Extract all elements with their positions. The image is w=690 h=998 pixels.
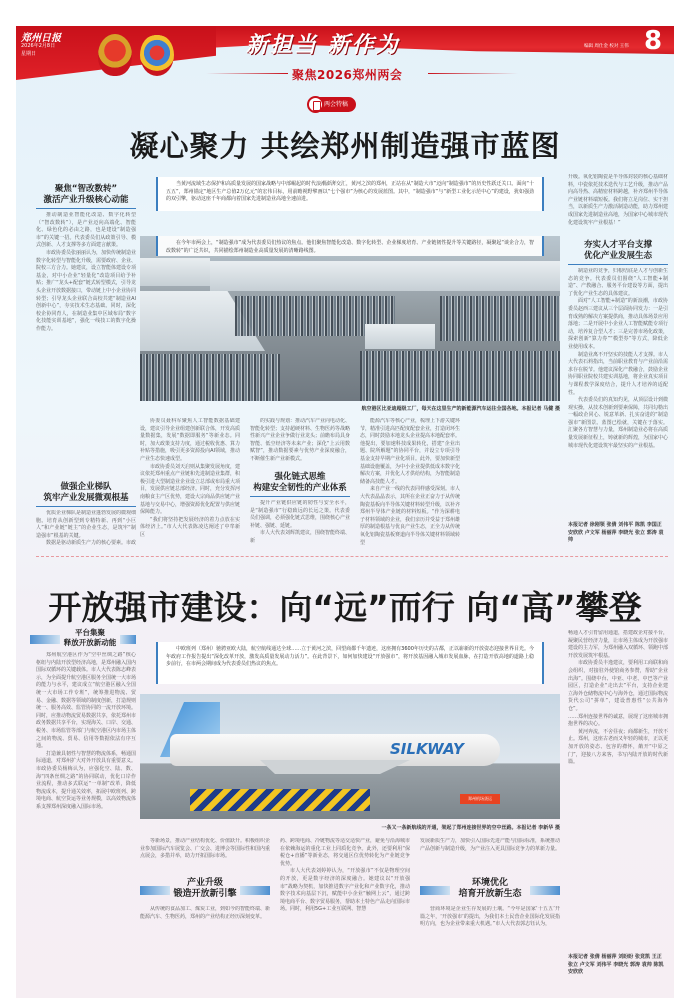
ground-vehicle [190, 789, 370, 811]
article2-col5 [568, 630, 668, 952]
cppcc-emblem-icon [140, 34, 174, 76]
plane-wing [260, 760, 410, 774]
paragraph: 数据是驱动新质生产力的核心要素。市政 [46, 540, 136, 547]
editor-credit: 编辑 周仕金 校对 王伟 [584, 44, 629, 49]
section-rule [36, 506, 136, 507]
factory-building [140, 258, 210, 286]
article2-col4b [420, 906, 560, 994]
section-banner-left [140, 886, 170, 895]
paragraph: 发展新质生产力，加快引入国际先进产能与国际标准，系统推动产品创新与制造升级，为产业注入更具国际竞争力的革新力量。 [420, 838, 560, 852]
paragraph: 优质企业梯队是制造业蓬勃发展的微观细胞。培育从创新型到专精特新、再到“小巨人”和产业链“链主”的企业生态，是筑牢“制造强市”根基的关键。 [36, 510, 136, 539]
paragraph: 市政协委员张丽丽认为，加快传统制造业数字化转型与智能化升级，需要政府、企业、院校三方合力。她建议，设立智能体建设专项基金，对中小企业“轻量化”改造项目给予补贴；推广“龙头+配套”链式转型模式，引导龙头企业开放数据接口，带动链上中小企业协同转型；引导龙头企业联合高校共建“制造业AI创新中心”，夯实技术生态基础。同时，深化校企协同育人，在制造业集中区域布局“数字化技能实训基地”，强化一线技工的数字化操作能力。 [36, 249, 136, 332]
paragraph: “我们将坚持把发展经济的着力点放在实体经济上。”市人大代表陈凌达阐述了中牟新区 [140, 516, 240, 538]
paper-name-logo: 郑州日报 [21, 33, 61, 44]
section-banner-right [530, 886, 560, 895]
section-banner-right [240, 886, 270, 895]
article2-col2a [140, 838, 270, 864]
article1-col5 [568, 174, 668, 236]
parked-cars [440, 296, 560, 341]
feature-tag-label: 两会特稿 [324, 101, 349, 108]
page-slogan: 新担当 新作为 [246, 32, 400, 58]
paragraph: ……郑州连接世界的诚意，展现了这座城市拥抱世界的决心。 [568, 713, 668, 728]
section-title-line: 激活产业升级核心动能 [43, 195, 129, 205]
article2-headline: 开放强市建设：向“远”而行 向“高”攀登 [48, 588, 642, 627]
article1-col5b [568, 268, 668, 520]
section-rule [36, 208, 136, 209]
section-title-line: 培育开放新生态 [458, 889, 522, 899]
section-banner-right [120, 635, 136, 644]
page-number: 8 [644, 26, 663, 56]
paragraph: 营商环境是企业生存发展的土壤。“今年是国家‘十五五’开篇之年，‘开放强市’的提出，为我们本土民营企业国际化发展指明方向，也为企业带来重大机遇。”市人大代表郭志钰认为， [420, 906, 560, 928]
article1-col4 [360, 418, 460, 550]
paragraph: 的实践与规划：推动汽车产业向电动化、智能化转型；支持超硬材料、生物医药等战略性新兴产业企业争做行业龙头；前瞻布局具身智能、低空经济等未来产业；深化“上云用数赋智”，推动数据要素与优势产业深度融合，不断催生新产业新模式。 [250, 418, 350, 462]
paragraph: 打造兼具韧性与智慧的物流体系，畅通国际通道，对郑州扩大对外开放具有重要意义。市政协委员杨梅认为，应强化空、陆、数、海“四条丝绸之路”的协同联动，优化口岸作业流程，推动多式联运“一单制”改革，降低物流成本，提升通关效率，拓展中欧班列、跨境电商、航空货运等业务规模，以高效物流体系支撑郑州深度融入国际市场。 [36, 750, 136, 810]
paragraph: 能源汽车等核心产业，梳理上下游关键环节，精准引进高匹配度配套企业，打造闭环生态，同时鼓励本地龙头企业提高本地配套率。他提出，要加速科技成果转化，搭建“企业出题、院所解题”的协同平台，并设立专项引导基金支持早期产业化项目。此外，要加快新型基础设施覆盖，为中小企业提供低成本数字化解决方案，并优化人才供给结构，为智能制造储备高技能人才。 [360, 418, 460, 485]
article1-bylines: 本报记者 徐刚领 张倩 刘伟平 陈凯 李国正 安欣欣 卢文军 杨丽萍 李晓光 张立 郭涛 袁帅 [568, 522, 664, 544]
section-title-line: 构建安全韧性的产业体系 [253, 483, 347, 493]
clipboard-pen-icon [307, 96, 324, 113]
section-title-line: 环境优化 [471, 878, 508, 888]
paragraph: 市人大代表刘婷婷认为，“开放强市”不仅是物理空间的开放，更是数字经济的深度融合。她建议以“开放强市”战略为契机，加快推进数字产业化和产业数字化，推动数字技术向基层下沉，赋能中小企业“触网上云”，通过跨境电商平台、数字贸易服务，帮助本土特色产品走向国际市场。同时，利用5G+工业互联网、智慧 [280, 868, 410, 913]
article2-col2b [140, 906, 270, 994]
article1-col3b [250, 500, 350, 550]
article2-col3 [280, 838, 410, 994]
paragraph: 代表委员们的真知灼见，从顶层设计到微观实操，从技术创新到要素保障，共同勾勒出一幅政企同心、锐意革新、扎实奋进的“制造强市”新图景。蓝图已绘就，关键在于落实。汇聚各方智慧与力量，郑州制造业必将在高质量发展新征程上，铸就新的辉煌，为国家中心城市现代化建设筑牢最坚实的产业根基。 [568, 397, 668, 449]
vehicle-sign: 郑州机场货运 [460, 794, 500, 804]
byd-factory-photo [140, 236, 560, 401]
article1-lead-continued [156, 236, 544, 256]
plane-livery: SILKWAY [390, 740, 464, 758]
factory-building [210, 261, 560, 291]
factory-office [365, 324, 435, 349]
parked-cars [360, 351, 560, 401]
section-title-line: 平台集聚 [75, 628, 105, 637]
section-title-line: 锻造开放新引擎 [173, 889, 237, 899]
issue-weekday: 星期日 [21, 51, 37, 57]
paragraph: 市人大代表刘辉凯建议，围绕智能终端、新 [250, 530, 350, 544]
article1-section2-title [36, 482, 136, 504]
article1-lead [156, 177, 544, 211]
focus-rule-right [428, 73, 518, 74]
paragraph: 市政协委员丰逸建议，要利用工商联和商会组织，对接驻外使馆商务参赞，帮助“企业出海”。围绕中台、中亚、中老、中巴等产业园区，打造企业“走出去”平台，支持企业建立海外仓储物流中心与海外仓，通过国际物流货代公司“拼单”，建设普惠性“公共海外仓”。 [568, 660, 668, 712]
section-title-line: 聚焦“智改数转” [54, 184, 118, 194]
article-divider [36, 556, 668, 557]
paragraph: 提升产业链供应链的韧性与安全水平，是“制造强市”行稳致远的长远之策。代表委员们强调，必须强化链式思维，围绕核心产业补链、强链、延链。 [250, 500, 350, 529]
article1-col1 [36, 212, 136, 474]
paragraph: 等新场景，推动产业结构优化、价值跃升。积极组织企业参加国际汽车展览会、广交会、进博会等国际性和国内重点展会，多措并举，助力开拓国际市场。 [140, 838, 270, 860]
paragraph: 畅通人才引育留用通道，搭建政企对接平台，凝聚民营经济力量，让市场主体成为开放强市建设的主力军，为郑州融入双循环、领跑中部开放发展筑牢根基。 [568, 630, 668, 659]
paragraph: 升级。氧化铝陶瓷是半导体封装的核心基础材料，中瓷依托技术迭代与工艺升级，推动产品向高导热、高精密材料跨越，补齐郑州半导体产业链材料端短板。我们将立足岗位、实干担当，以新质生产力激活制造动能，助力郑州建成国家先进制造业高地，为国家中心城市现代化建设筑牢产业根基！” [568, 174, 668, 226]
photo1-caption: 航空港区比亚迪超级工厂，每天在这里生产的新能源汽车运往全国各地。本报记者 马健 摄 [361, 406, 560, 412]
masthead [16, 26, 674, 88]
paragraph: 从传统的食品加工、煤炭工业，到如今的智能终端、新能源汽车、生物医药，郑州的产业结构正经历深刻变革。 [140, 906, 270, 920]
article1-col3 [250, 418, 350, 466]
section-title-line: 优化产业发展生态 [583, 251, 652, 261]
parked-cars [140, 354, 280, 401]
paragraph: 郑州航空港区作为“空中丝绸之路”核心枢纽与内陆开放型经济高地，是郑州融入国内国际双循环的关键载体。市人大代表陈志峰表示，为全面提升航空港区服务全国统一大市场的能力与水平，建议成立“航空港区融入全国统一大市场工作专班”，统筹推进物流、贸易、金融、数据等领域的制度创新，打造规则统一、服务高效、监管协同的一流开放环境。同时，应推动物流贸易数据共享，依托郑州市政务数据共享平台，实现海关、口岸、交通、税务、市场监管等部门与航空港区内市场主体之间的物流、贸易、信用等数据依法有序互通。 [36, 652, 136, 750]
section-title-line: 强化链式思维 [274, 472, 326, 482]
issue-date: 2026年2月8日 [21, 43, 56, 49]
paragraph: 来自产业一线的代表同样感受深刻。市人大代表晶晶表示，其所在企业正奋力于从传统陶瓷基板向半导体关键材料转型升级，以补齐郑州半导体产业链的材料短板。“作为深耕电子材料领域的企业，我们亲历并受益于郑州雄厚的制造根基与优良产业生态，正全力从传统氧化铝陶瓷基板赛道向半导体关键材料领域转型 [360, 486, 460, 546]
article1-section4-title [568, 240, 668, 262]
section-focus-title: 聚焦2026郑州两会 [292, 68, 403, 82]
paragraph: 市政协委员刘天启则从集聚发展角度，建议依托郑州重点产业链和先进制造业集群，积极引进大型制造业企业设立总部或布局重大项目，发展供应链总部经济。同时，充分发挥河南粮食主产区优势，建设大宗商品供应链产业基地与交易中心，增强资源优化配置与供应链保障能力。 [140, 463, 240, 516]
section-title-line: 产业升级 [186, 878, 223, 888]
newspaper-page [16, 26, 674, 998]
article2-col1 [36, 652, 136, 994]
section-banner-left [420, 886, 450, 895]
paragraph: 推动制造业智能化改造、数字化转型（“智改数转”），是产业迈向高端化、智能化、绿色化的必由之路，也是建设“制造强市”的关键一招。代表委员们从政策引导、模式创新、人才支撑等多方面建言献策。 [36, 212, 136, 249]
focus-rule-left [206, 73, 288, 74]
lead-paragraph: 当黄河流域生态保护和高质量发展的国家战略与中部崛起的时代浪潮澎湃交汇，黄河之滨的郑州，正站在从“制造大市”迈向“制造强市”的历史性跃迁关口。面向“十五五”，郑州锚定“地区生产总值2万亿元”的宏伟目标，用前瞻视野擘画以“七个强市”为核心的发展蓝图。其中，“制造强市”与“新型工业化示范中心”的建设，犹如强劲的双引擎，驱动这座千年商都向着国家先进制造业高地全速前进。 [166, 181, 534, 202]
paragraph: 制造业的竞争，归根结底是人才与创新生态的竞争。代表委员们围绕“人工智能+制造”、产教融合、服务平台建设等方面，提出了优化产业生态的具体建议。 [568, 268, 668, 297]
article2-section1-title [60, 628, 120, 648]
paragraph: 药、跨境电商、冷链物流等适交适快产业，避免与沿海城市在依赖海运的重化工业上同质化竞争。此外，还要利用“保税仓+直播”等新业态，将交通区位优势转化为产业链竞争优势。 [280, 838, 410, 867]
article1-headline: 凝心聚力 共绘郑州制造强市蓝图 [129, 129, 561, 163]
paragraph: 黄河奔流，不舍昼夜；商都新生，开放不止。郑州，这座古老而又年轻的城市，正以更加开放的姿态、包容的襟怀，敞开“中原之门”，迎接八方来客，书写内陆开放的时代新篇。 [568, 728, 668, 766]
section-rule [568, 264, 668, 265]
paragraph: 制造业离不开坚实的技能人才支撑。市人大代表石莉指出，当前职业教育与产业前沿需求存在脱节。他建议深化产教融合，鼓励企业协同职业院校共建实训基地，将企业真实项目与课程教学深度结合，提升人才培养的适配性。 [568, 351, 668, 396]
article1-col2 [140, 418, 240, 550]
article2-lead [156, 642, 544, 684]
article2-col4a [420, 838, 560, 864]
paragraph: 协委员聂科军聚焦人工智能数据基础建设，建议引导企业组建创新联合体，开发高质量数据集，发展“数据即服务”等新业态。同时，加大政策支持力度，通过税收优惠、算力补贴等措施，吸引更多资源投向AI领域，推动产业生态快速成型。 [140, 418, 240, 462]
article2-section3-title [452, 878, 528, 900]
section-title-line: 夯实人才平台支撑 [583, 240, 652, 250]
article1-col1b [36, 510, 136, 548]
section-rule [250, 496, 350, 497]
section-title-line: 做强企业梯队 [60, 482, 112, 492]
lead-paragraph: 中欧班列（郑州）驰骋亚欧大陆，航空航线通达全球……立于黄河之滨，回望商都千年遗迹，这座拥有3600年历史的古都，正以崭新的开放姿态迎接世界目光。今年政府工作报告提出“深化改革开放，激发高质量发展动力活力”。在此背景下，如何加快建设“开放强市”，将开放基因融入城市发展血脉，在打造开放高地的道路上稳步前行，在市两会期间成为代表委员们热议的焦点。 [166, 646, 534, 667]
lead-paragraph: 在今年市两会上，“制造强市”成为代表委员们热议的焦点。他们聚焦智能化改造、数字化转型、企业梯度培育、产业链韧性提升等关键路径，凝聚起“谈企合力，智改数转”的广泛共识，共同描绘郑州制造业高质量发展的清晰路线图。 [166, 240, 534, 254]
feature-tag [308, 97, 356, 112]
cargo-plane-photo [140, 694, 560, 819]
article1-section1-title [36, 184, 136, 206]
paragraph: 面对“人工智能+制造”的新浪潮，市政协委员赵西三建议从三个层面协同发力：一是引育成熟的解决方案提供商，推动具体场景应用落地；二是开展中小企业人工智能赋能专项行动，培养复合型人才；三是完善市场化政策，探索创新“算力券”“模型券”等方式，降低企业使用成本。 [568, 298, 668, 350]
national-emblem-icon [98, 34, 132, 76]
section-banner-left [30, 635, 60, 644]
article2-bylines: 本报记者 张倩 杨丽萍 刘盼盼 张竞凯 王正 张立 卢文军 刘伟平 李晓光 郭涛 袁帅 陈凯 安欣欣 [568, 954, 664, 976]
section-title-line: 筑牢产业发展微观根基 [43, 493, 129, 503]
article2-section2-title [172, 878, 238, 900]
article1-section3-title [250, 472, 350, 494]
section-title-line: 释放开放新动能 [63, 638, 117, 647]
photo2-caption: 一条又一条新航线的开通，架起了郑州连接世界的空中丝路。本报记者 李新华 摄 [381, 825, 560, 831]
